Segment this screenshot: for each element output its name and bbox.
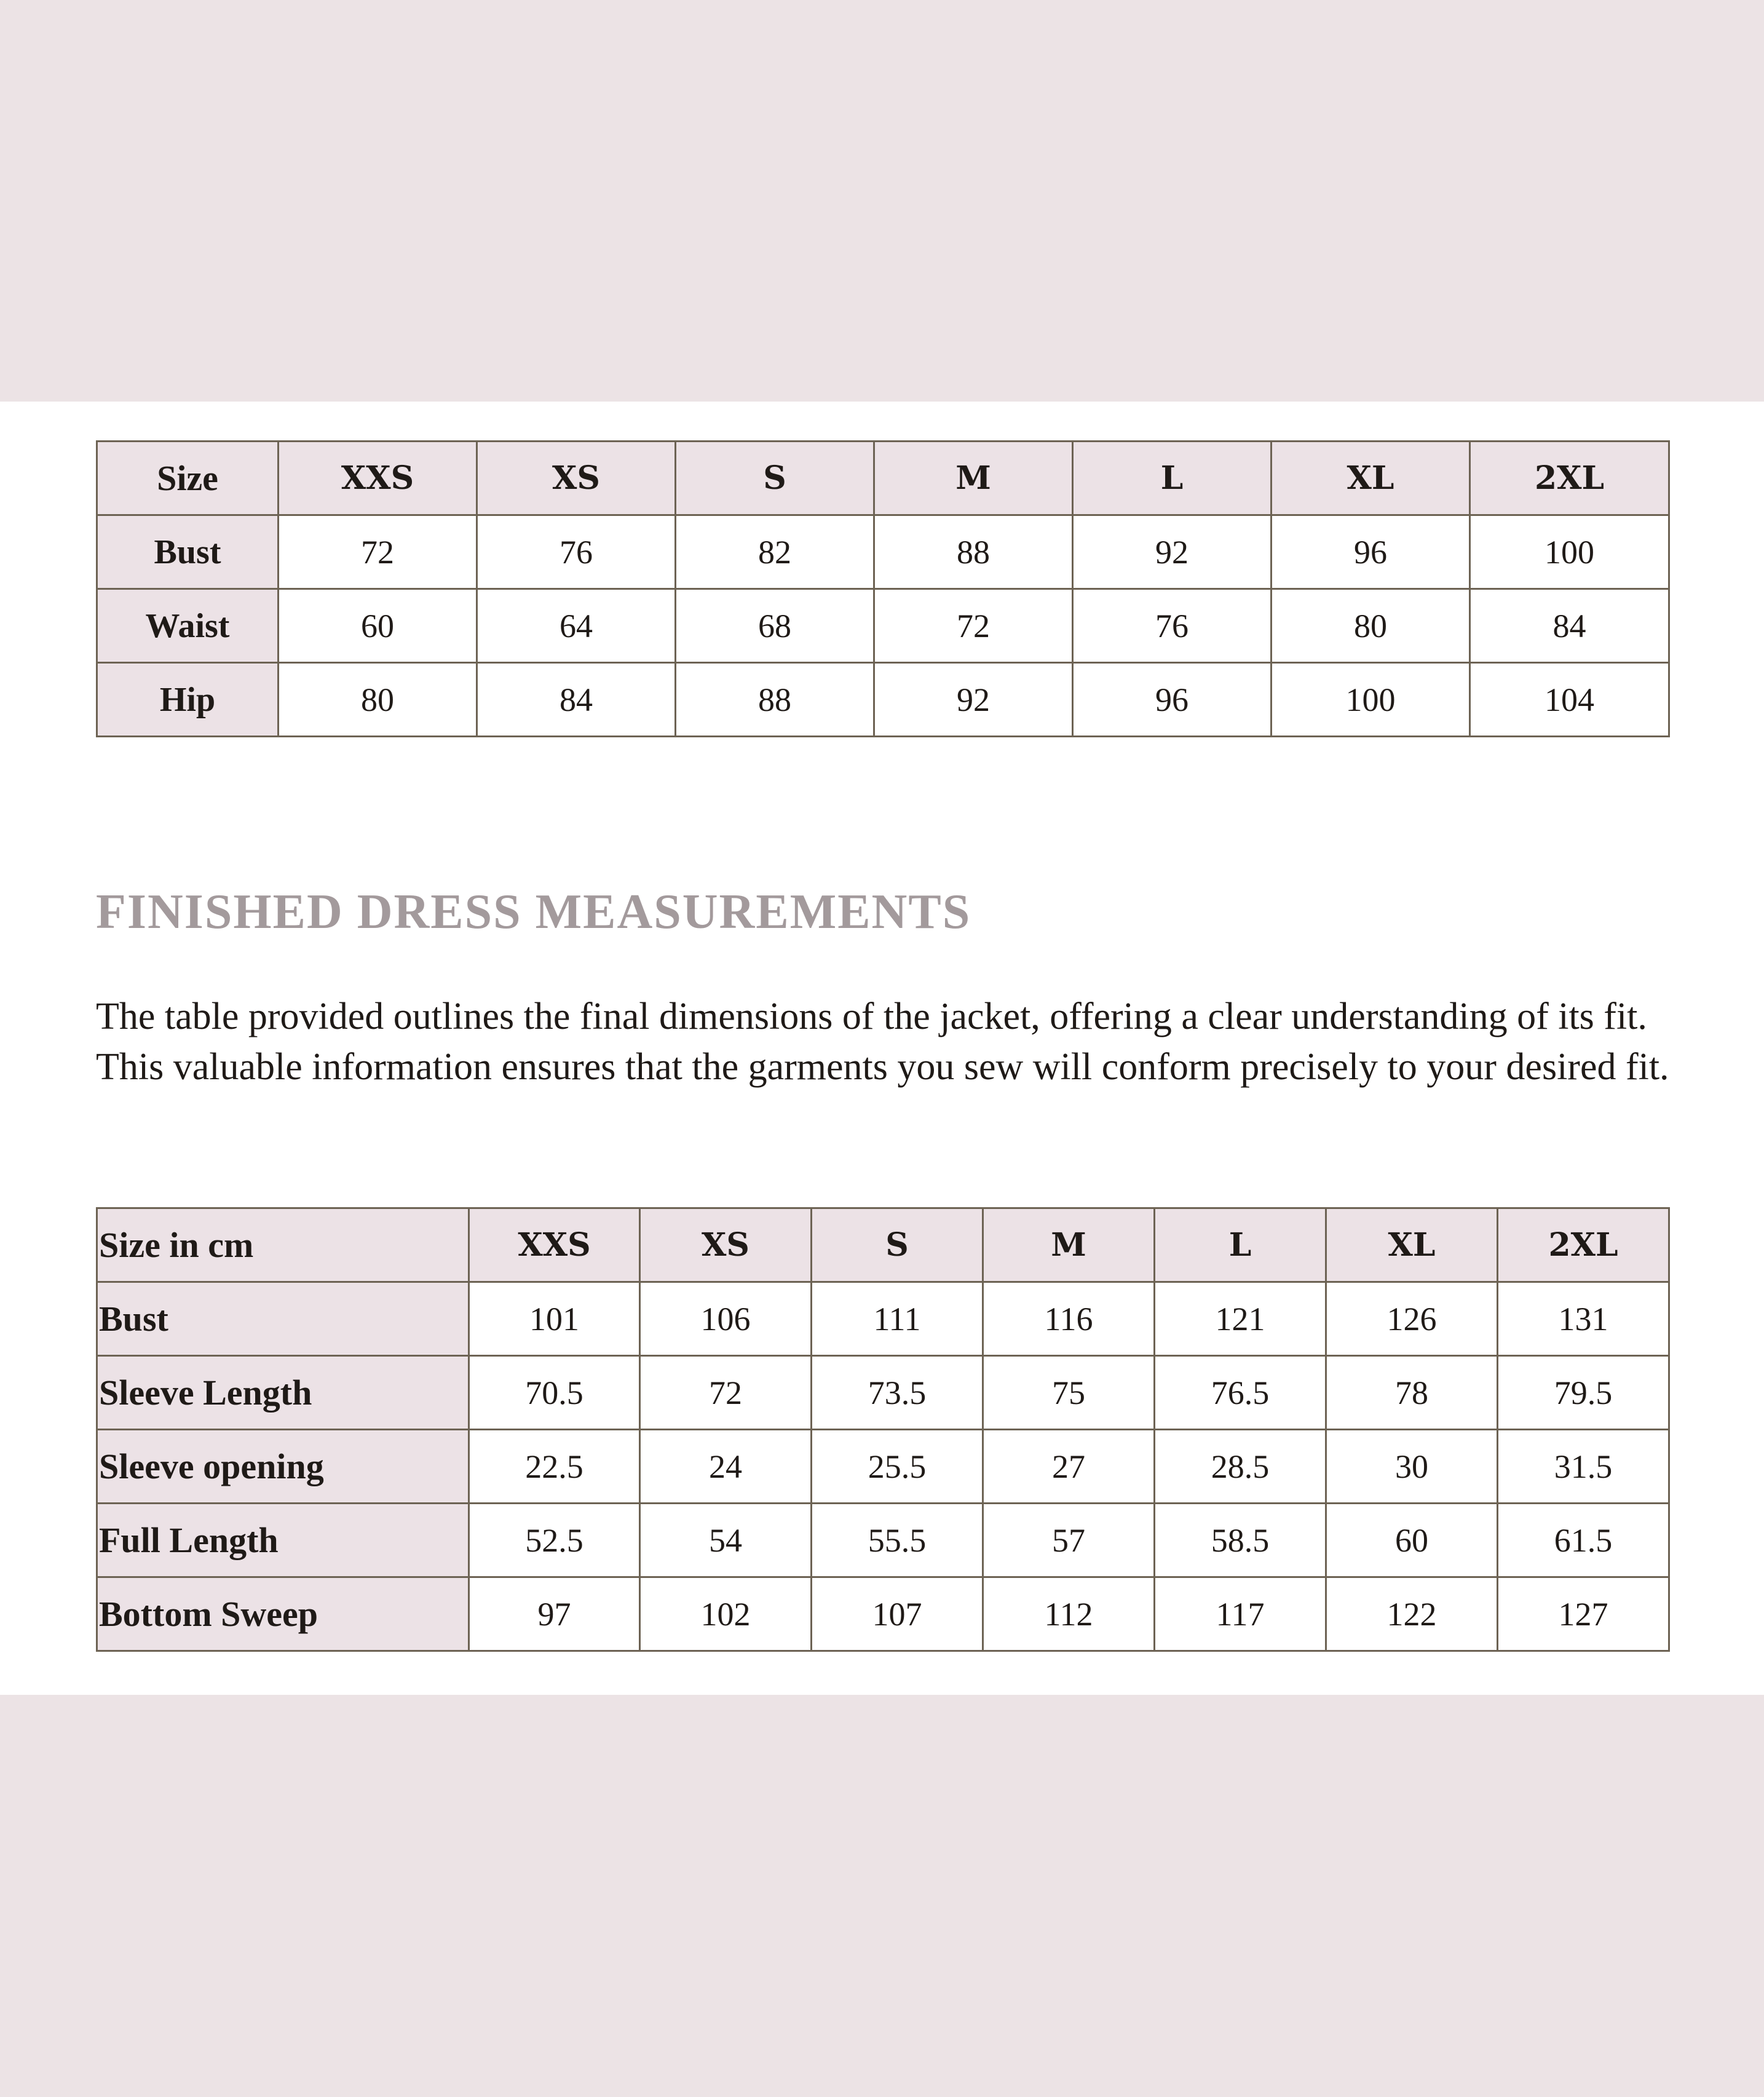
measurement-cell: 96 [1073, 663, 1272, 737]
measurement-cell: 84 [477, 663, 676, 737]
measurement-cell: 131 [1498, 1282, 1669, 1356]
size-column-header: L [1155, 1208, 1326, 1282]
measurement-cell: 101 [469, 1282, 640, 1356]
measurement-cell: 127 [1498, 1577, 1669, 1651]
measurement-cell: 72 [874, 589, 1073, 663]
measurement-cell: 30 [1326, 1430, 1498, 1504]
measurement-cell: 80 [279, 663, 477, 737]
measurement-cell: 107 [812, 1577, 983, 1651]
section-description: The table provided outlines the final dimensions of the jacket, offering a clear understanding of its fit. This valuable information ensures that the garments you sew will conform precisely to your desired fit. [96, 996, 1669, 1088]
measurement-cell: 116 [983, 1282, 1155, 1356]
measurement-cell: 72 [640, 1356, 812, 1430]
measurement-cell: 60 [1326, 1504, 1498, 1577]
measurement-cell: 57 [983, 1504, 1155, 1577]
measurement-cell: 73.5 [812, 1356, 983, 1430]
size-column-header: 2XL [1498, 1208, 1669, 1282]
measurement-cell: 24 [640, 1430, 812, 1504]
measurement-cell: 112 [983, 1577, 1155, 1651]
measurement-cell: 70.5 [469, 1356, 640, 1430]
measurement-cell: 22.5 [469, 1430, 640, 1504]
measurement-cell: 76 [477, 515, 676, 589]
size-chart-header-row [97, 442, 1669, 515]
measurement-cell: 79.5 [1498, 1356, 1669, 1430]
size-column-header: XXS [279, 442, 477, 515]
measurement-cell: 92 [1073, 515, 1272, 589]
measurement-cell: 78 [1326, 1356, 1498, 1430]
measurement-cell: 58.5 [1155, 1504, 1326, 1577]
size-column-header: XXS [469, 1208, 640, 1282]
size-chart-table [96, 440, 1670, 737]
size-column-header: XS [640, 1208, 812, 1282]
size-column-header: XL [1326, 1208, 1498, 1282]
measurement-cell: 76 [1073, 589, 1272, 663]
table-row [97, 589, 1669, 663]
table-row [97, 1356, 1669, 1430]
size-column-header: S [676, 442, 874, 515]
size-column-header: XL [1272, 442, 1470, 515]
table-row [97, 663, 1669, 737]
finished-measurements-table [96, 1207, 1670, 1652]
row-label: Waist [97, 589, 279, 663]
measurement-cell: 100 [1470, 515, 1669, 589]
table-row [97, 1282, 1669, 1356]
table-row [97, 1430, 1669, 1504]
measurement-cell: 88 [874, 515, 1073, 589]
row-label: Bust [97, 1282, 469, 1356]
measurement-cell: 100 [1272, 663, 1470, 737]
measurement-cell: 84 [1470, 589, 1669, 663]
table-row [97, 1577, 1669, 1651]
row-label: Sleeve opening [97, 1430, 469, 1504]
measurement-cell: 92 [874, 663, 1073, 737]
measurement-cell: 111 [812, 1282, 983, 1356]
measurement-cell: 64 [477, 589, 676, 663]
table-row [97, 515, 1669, 589]
size-chart-corner-cell: Size [97, 442, 279, 515]
finished-corner-cell: Size in cm [97, 1208, 469, 1282]
measurement-cell: 54 [640, 1504, 812, 1577]
measurement-cell: 55.5 [812, 1504, 983, 1577]
measurement-cell: 72 [279, 515, 477, 589]
row-label: Full Length [97, 1504, 469, 1577]
measurement-cell: 104 [1470, 663, 1669, 737]
size-column-header: XS [477, 442, 676, 515]
row-label: Sleeve Length [97, 1356, 469, 1430]
measurement-cell: 31.5 [1498, 1430, 1669, 1504]
measurement-cell: 60 [279, 589, 477, 663]
measurement-cell: 52.5 [469, 1504, 640, 1577]
measurement-cell: 88 [676, 663, 874, 737]
measurement-cell: 126 [1326, 1282, 1498, 1356]
measurement-cell: 106 [640, 1282, 812, 1356]
row-label: Hip [97, 663, 279, 737]
section-title: FINISHED DRESS MEASUREMENTS [96, 885, 971, 939]
measurement-cell: 82 [676, 515, 874, 589]
row-label: Bust [97, 515, 279, 589]
size-column-header: S [812, 1208, 983, 1282]
measurement-cell: 102 [640, 1577, 812, 1651]
finished-header-row [97, 1208, 1669, 1282]
measurement-cell: 28.5 [1155, 1430, 1326, 1504]
size-column-header: 2XL [1470, 442, 1669, 515]
measurement-cell: 80 [1272, 589, 1470, 663]
measurement-cell: 76.5 [1155, 1356, 1326, 1430]
measurement-cell: 96 [1272, 515, 1470, 589]
size-column-header: M [874, 442, 1073, 515]
measurement-cell: 75 [983, 1356, 1155, 1430]
table-row [97, 1504, 1669, 1577]
row-label: Bottom Sweep [97, 1577, 469, 1651]
measurement-cell: 61.5 [1498, 1504, 1669, 1577]
measurement-cell: 68 [676, 589, 874, 663]
measurement-cell: 121 [1155, 1282, 1326, 1356]
measurement-cell: 27 [983, 1430, 1155, 1504]
measurement-cell: 117 [1155, 1577, 1326, 1651]
measurement-cell: 25.5 [812, 1430, 983, 1504]
size-column-header: M [983, 1208, 1155, 1282]
measurement-cell: 97 [469, 1577, 640, 1651]
size-column-header: L [1073, 442, 1272, 515]
measurement-cell: 122 [1326, 1577, 1498, 1651]
